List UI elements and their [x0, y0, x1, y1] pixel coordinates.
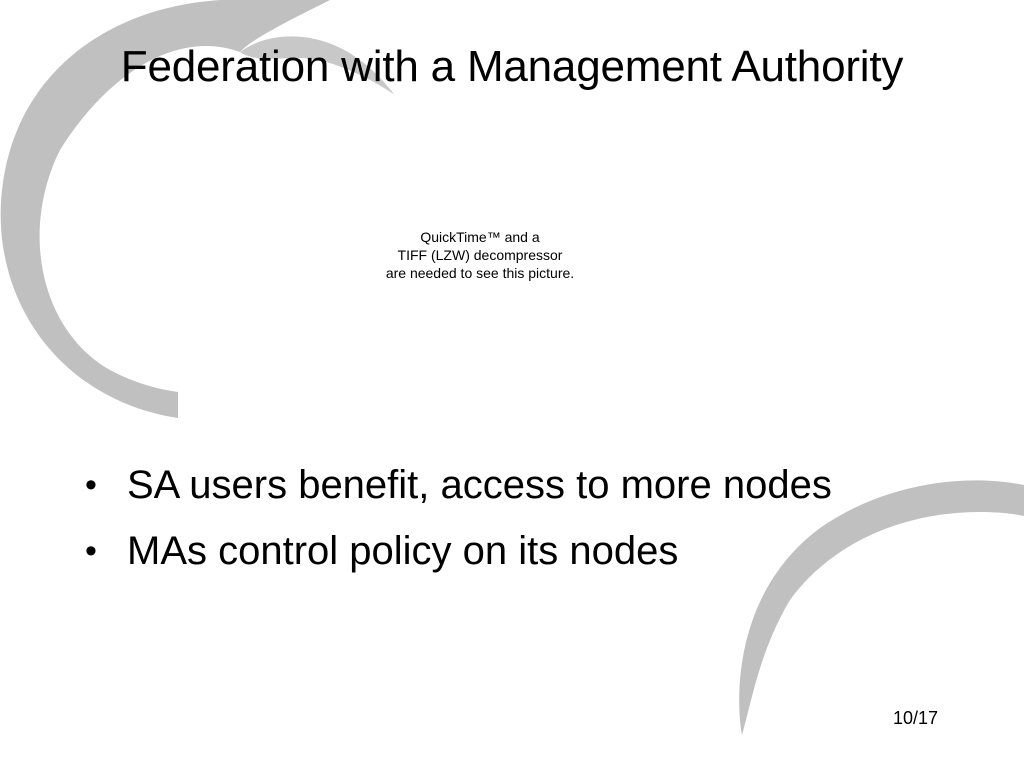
placeholder-line-2: TIFF (LZW) decompressor: [397, 247, 563, 263]
bullet-text: MAs control policy on its nodes: [127, 529, 679, 573]
bullet-dot: •: [85, 466, 97, 504]
image-placeholder: [360, 228, 600, 282]
bullet-dot: •: [85, 532, 97, 570]
bullet-list: [85, 452, 832, 584]
slide-title: Federation with a Management Authority: [120, 42, 904, 91]
bullet-text: SA users benefit, access to more nodes: [127, 463, 832, 507]
placeholder-line-3: are needed to see this picture.: [385, 265, 575, 281]
bullet-item: [85, 452, 832, 518]
bullet-item: [85, 518, 832, 584]
placeholder-line-1: QuickTime™ and a: [420, 229, 540, 245]
page-number: 10/17: [892, 708, 938, 728]
